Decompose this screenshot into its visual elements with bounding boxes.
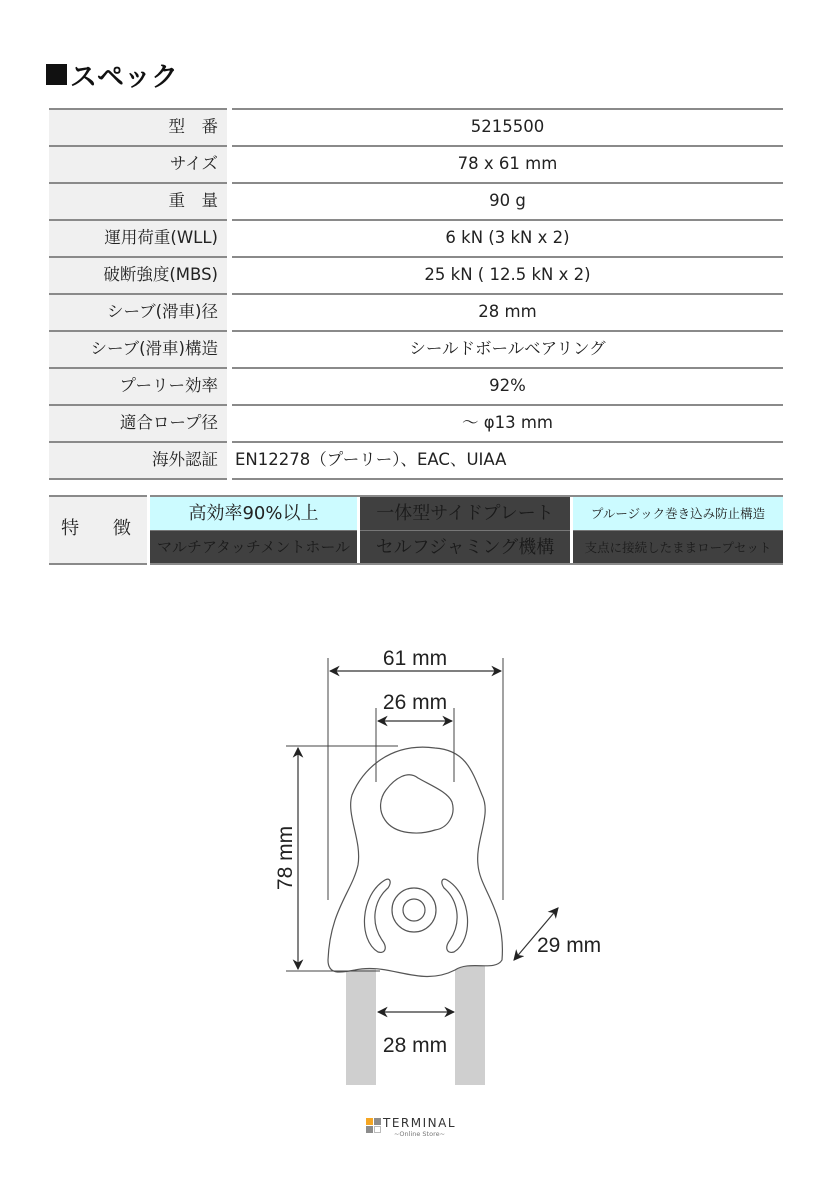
spec-value: ～ φ13 mm [232, 404, 783, 441]
spec-value: 92% [232, 367, 783, 404]
features-grid [150, 495, 783, 565]
spec-label: シーブ(滑車)構造 [49, 330, 227, 367]
features-label: 特 徴 [49, 495, 147, 565]
spec-value: 90 g [232, 182, 783, 219]
store-logo [366, 1117, 456, 1138]
dim-rope-gap-label: 28 mm [382, 1034, 448, 1057]
dim-height-label: 78 mm [274, 825, 297, 891]
spec-value: EN12278（プーリー）、EAC、UIAA [232, 441, 783, 478]
spec-label: 重 量 [49, 182, 227, 219]
features-table [49, 495, 783, 565]
spec-row [49, 145, 783, 182]
spec-value: 28 mm [232, 293, 783, 330]
spec-label: プーリー効率 [49, 367, 227, 404]
spec-row [49, 219, 783, 256]
spec-label: 海外認証 [49, 441, 227, 478]
spec-value: 25 kN ( 12.5 kN x 2) [232, 256, 783, 293]
dim-thickness-label: 29 mm [537, 934, 602, 957]
spec-row [49, 404, 783, 441]
spec-value: 5215500 [232, 108, 783, 145]
logo-squares-icon [366, 1118, 381, 1133]
pulley-dimension-diagram [270, 630, 630, 1090]
logo-subtitle-text: ~Online Store~ [393, 1130, 446, 1138]
feature-badge: 高効率90%以上 [150, 497, 357, 530]
spec-value: 6 kN (3 kN x 2) [232, 219, 783, 256]
spec-label: シーブ(滑車)径 [49, 293, 227, 330]
feature-badge: 支点に接続したままロープセット [573, 530, 783, 563]
spec-row [49, 367, 783, 404]
spec-row [49, 293, 783, 330]
spec-row [49, 182, 783, 219]
feature-badge: プルージック巻き込み防止構造 [573, 497, 783, 530]
spec-value: 78 x 61 mm [232, 145, 783, 182]
dim-width-label: 61 mm [382, 647, 448, 670]
feature-badge: 一体型サイドプレート [360, 497, 570, 530]
dim-hole-label: 26 mm [382, 691, 448, 714]
spec-row [49, 441, 783, 478]
spec-row [49, 256, 783, 293]
section-title [46, 55, 178, 94]
pulley-drawing-icon [270, 630, 630, 1090]
section-title-text: スペック [70, 62, 178, 93]
spec-value: シールドボールベアリング [232, 330, 783, 367]
spec-label: サイズ [49, 145, 227, 182]
spec-label: 破断強度(MBS) [49, 256, 227, 293]
spec-row [49, 330, 783, 367]
logo-brand-text: TERMINAL [383, 1116, 457, 1130]
spec-label: 型 番 [49, 108, 227, 145]
spec-row [49, 108, 783, 145]
spec-label: 運用荷重(WLL) [49, 219, 227, 256]
spec-table-bottom-border [49, 478, 783, 480]
square-bullet-icon [46, 64, 67, 85]
spec-label: 適合ロープ径 [49, 404, 227, 441]
feature-badge: セルフジャミング機構 [360, 530, 570, 563]
spec-table [49, 108, 783, 480]
feature-badge: マルチアタッチメントホール [150, 530, 357, 563]
